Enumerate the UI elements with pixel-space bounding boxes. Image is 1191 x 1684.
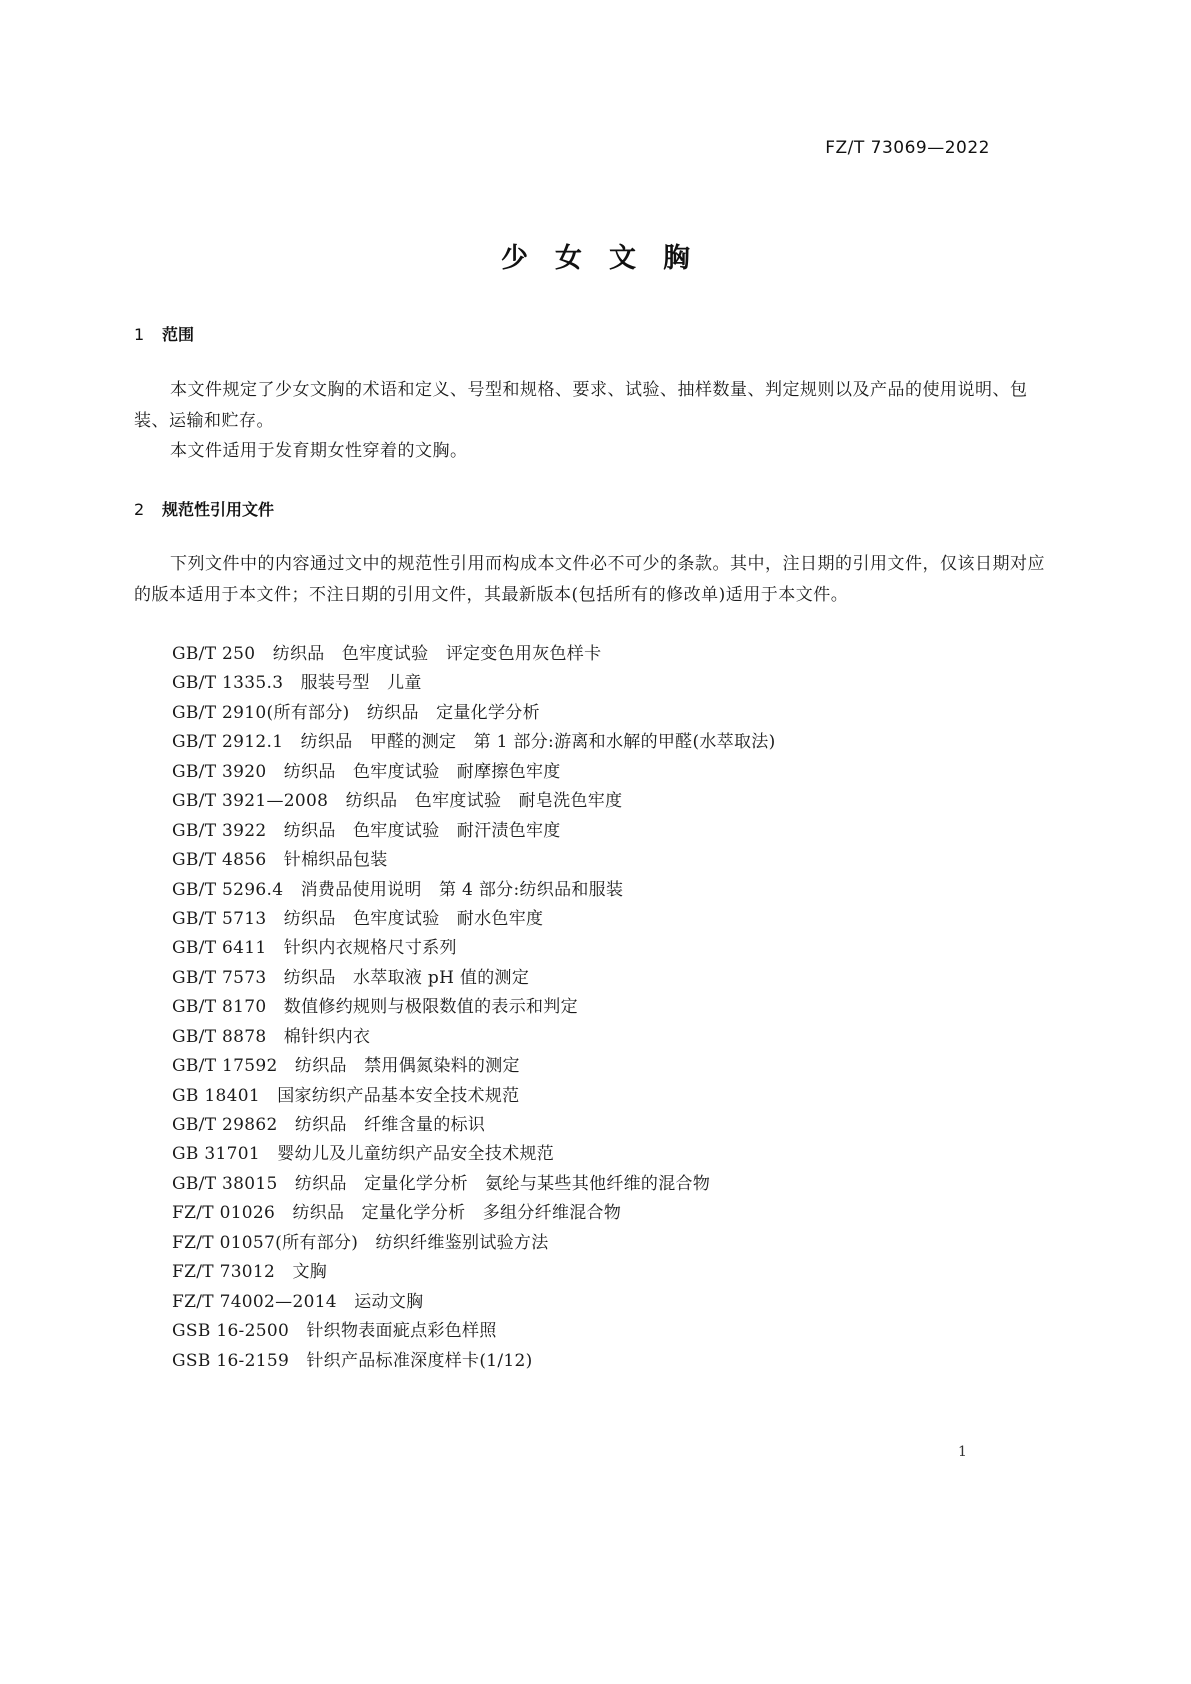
reference-item: FZ/T 74002—2014 运动文胸 xyxy=(172,1291,424,1312)
reference-item: FZ/T 73012 文胸 xyxy=(172,1262,328,1283)
section-1-number: 1 xyxy=(134,325,145,344)
reference-item: GB 18401 国家纺织产品基本安全技术规范 xyxy=(172,1085,520,1106)
reference-item: GSB 16-2159 针织产品标准深度样卡(1/12) xyxy=(172,1350,533,1371)
document-title: 少 女 文 胸 xyxy=(501,243,690,274)
reference-item: GB/T 5296.4 消费品使用说明 第 4 部分:纺织品和服装 xyxy=(172,879,624,900)
section-2-title: 规范性引用文件 xyxy=(162,500,275,519)
section-1-paragraph: 本文件适用于发育期女性穿着的文胸。 xyxy=(170,441,468,461)
reference-item: GB/T 29862 纺织品 纤维含量的标识 xyxy=(172,1115,486,1135)
reference-item: GB/T 8170 数值修约规则与极限数值的表示和判定 xyxy=(172,997,578,1018)
reference-item: GB/T 3921—2008 纺织品 色牢度试验 耐皂洗色牢度 xyxy=(172,791,623,812)
reference-item: GB 31701 婴幼儿及儿童纺织产品安全技术规范 xyxy=(172,1144,555,1165)
reference-item: GB/T 38015 纺织品 定量化学分析 氨纶与某些其他纤维的混合物 xyxy=(172,1173,711,1194)
reference-item: GB/T 2910(所有部分) 纺织品 定量化学分析 xyxy=(172,702,540,723)
reference-item: GB/T 17592 纺织品 禁用偶氮染料的测定 xyxy=(172,1056,520,1077)
normative-reference-list xyxy=(172,640,776,1376)
reference-item: GB/T 5713 纺织品 色牢度试验 耐水色牢度 xyxy=(172,908,544,929)
reference-item: GSB 16-2500 针织物表面疵点彩色样照 xyxy=(172,1321,497,1342)
reference-item: GB/T 8878 棉针织内衣 xyxy=(172,1026,371,1047)
reference-item: GB/T 3922 纺织品 色牢度试验 耐汗渍色牢度 xyxy=(172,820,561,841)
reference-item: GB/T 250 纺织品 色牢度试验 评定变色用灰色样卡 xyxy=(172,644,602,664)
section-1-heading xyxy=(134,322,194,345)
standard-number: FZ/T 73069—2022 xyxy=(825,138,990,158)
section-2-number: 2 xyxy=(134,500,145,519)
section-1-title: 范围 xyxy=(162,325,195,344)
reference-item: GB/T 3920 纺织品 色牢度试验 耐摩擦色牢度 xyxy=(172,761,561,782)
section-2-heading xyxy=(134,497,274,520)
reference-item: GB/T 1335.3 服装号型 儿童 xyxy=(172,673,422,694)
reference-item: FZ/T 01026 纺织品 定量化学分析 多组分纤维混合物 xyxy=(172,1203,622,1224)
reference-item: GB/T 6411 针织内衣规格尺寸系列 xyxy=(172,938,457,959)
reference-item: FZ/T 01057(所有部分) 纺织纤维鉴别试验方法 xyxy=(172,1232,549,1253)
section-1-paragraph: 本文件规定了少女文胸的术语和定义、号型和规格、要求、试验、抽样数量、判定规则以及产品的使用说明、包装、运输和贮存。 xyxy=(134,380,1028,431)
reference-item: GB/T 7573 纺织品 水萃取液 pH 值的测定 xyxy=(172,967,530,988)
section-2-intro: 下列文件中的内容通过文中的规范性引用而构成本文件必不可少的条款。其中，注日期的引用文件，仅该日期对应的版本适用于本文件；不注日期的引用文件，其最新版本(包括所有的修改单)适用于本文件。 xyxy=(134,554,1045,605)
reference-item: GB/T 4856 针棉织品包装 xyxy=(172,850,388,871)
reference-item: GB/T 2912.1 纺织品 甲醛的测定 第 1 部分:游离和水解的甲醛(水萃取法) xyxy=(172,732,776,753)
page-number: 1 xyxy=(958,1444,967,1460)
